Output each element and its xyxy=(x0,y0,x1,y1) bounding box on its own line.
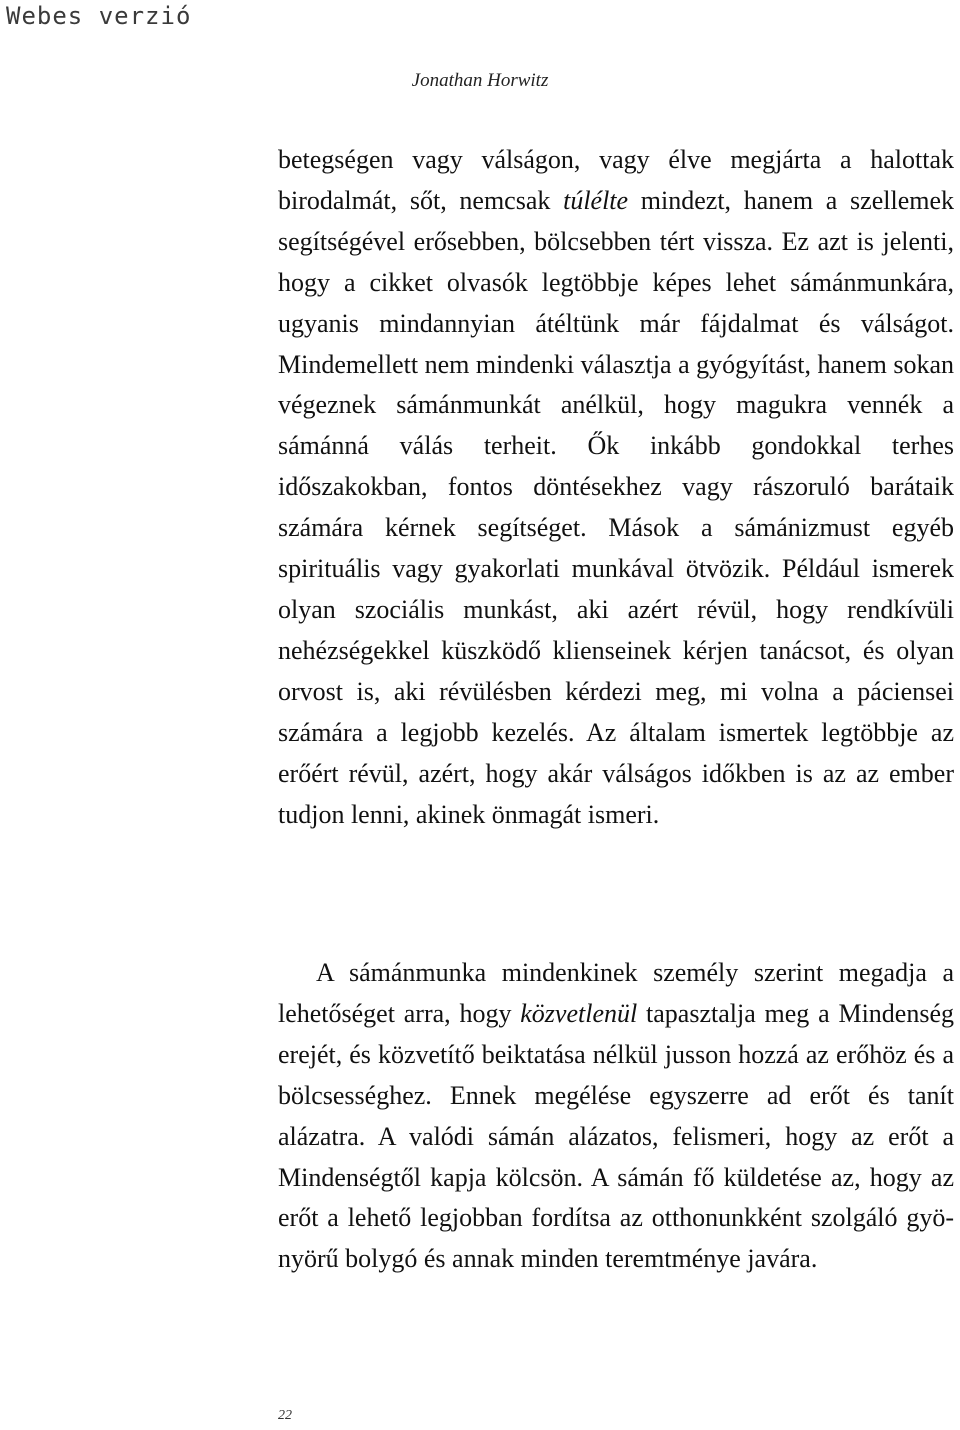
paragraph-2-segment-1: A sámánmunka mindenkinek személy szerint megadja a lehetőséget arra, hogy xyxy=(278,958,954,1028)
paragraph-1-segment-1: betegségen vagy válságon, vagy élve megjárta a halottak birodalmát, sőt, nemcsak xyxy=(278,145,954,215)
body-paragraph-1 xyxy=(278,140,954,835)
body-paragraph-2 xyxy=(278,953,954,1280)
page-number: 22 xyxy=(278,1408,292,1423)
paragraph-2-text xyxy=(278,953,954,1280)
web-version-label: Webes verzió xyxy=(6,2,192,30)
paragraph-2-segment-2: tapasztalja meg a Mindenség erejét, és közvetítő beiktatása nélkül jusson hozzá az erőhöz és a bölcsességhez. Ennek megélése egyszerre ad erőt és tanít alázatra. A valódi sámán alázatos, felismeri, hogy az erőt a Mindenségtől kapja kölcsön. A sámán fő küldetése az, hogy az erőt a lehető legjobban fordítsa az otthonunkként szolgáló gyönyörű bolygó és annak minden teremtménye javára. xyxy=(278,998,954,1274)
paragraph-1-text xyxy=(278,140,954,835)
paragraph-2-emphasis: közvetlenül xyxy=(520,998,638,1028)
paragraph-1-emphasis: túlélte xyxy=(563,185,629,215)
running-head-author: Jonathan Horwitz xyxy=(411,70,549,91)
paragraph-1-segment-2: mindezt, hanem a szellemek segítségével erősebben, bölcsebben tért vissza. Ez azt is jelenti, hogy a cikket olvasók legtöbbje képes lehet sámánmunkára, ugyanis mindannyian átéltünk már fájdalmat és válságot. Mindemellett nem mindenki választja a gyógyítást, hanem sokan végeznek sámánmunkát anélkül, hogy magukra vennék a sámánná válás terheit. Ők inkább gondokkal terhes időszakokban, fontos döntésekhez vagy rászoruló barátaik számára kérnek segítséget. Mások a sámánizmust egyéb spirituális vagy gyakorlati munkával ötvözik. Például ismerek olyan szociális munkást, aki azért révül, hogy rendkívüli nehézségekkel küszködő klienseinek kérjen tanácsot, és olyan orvost is, aki révülésben kérdezi meg, mi volna a páciensei számára a legjobb kezelés. Az általam ismertek legtöbbje az erőért révül, azért, hogy akár válságos időkben is az az ember tudjon lenni, akinek önmagát ismeri. xyxy=(278,185,954,829)
